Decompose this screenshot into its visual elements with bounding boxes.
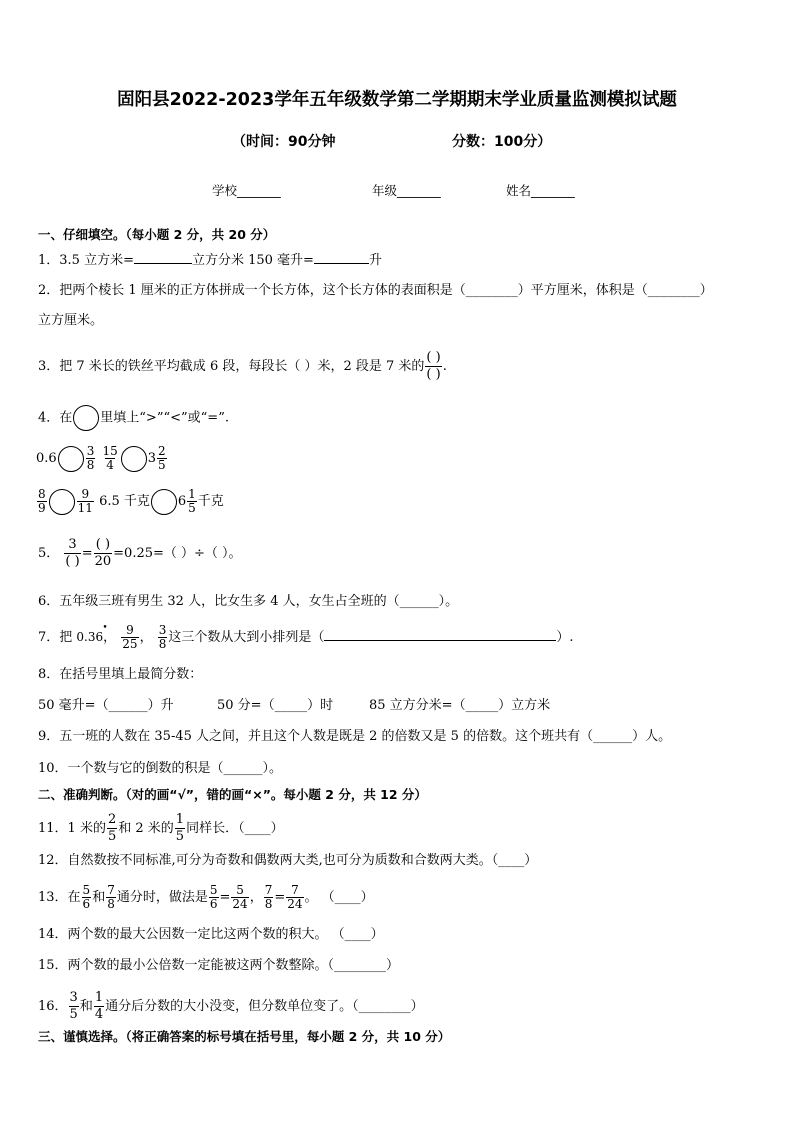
question-5: 5． $\frac{3}{( )}$ = $\frac{( )}{20}$ =0.25=（ ）÷（ ）。 [38,537,242,569]
fraction: $\frac{5}{6}$ [209,883,218,911]
fraction-blank[interactable]: $\frac{( )}{20}$ [94,537,112,569]
fraction: $\frac{7}{8}$ [264,883,273,911]
fraction: $\frac{9}{25}$ [122,623,138,651]
fraction: $\frac{7}{8}$ [107,883,115,911]
question-13: 13．在 $\frac{5}{6}$ 和 $\frac{7}{8}$ 通分时，做法是 $\frac{5}{6}$ = $\frac{5}{24}$ ， $\frac{7}{8}$ = $\frac{7}{24}$ 。 （____） [38,883,374,911]
answer-blank[interactable] [314,250,369,264]
question-2-line1: 2．把两个棱长 1 厘米的正方体拼成一个长方体，这个长方体的表面积是（________）平方厘米，体积是（________） [38,283,713,298]
compare-circle[interactable] [73,405,99,431]
question-8c: 85 立方分米=（_____）立方米 [369,698,551,713]
section2-heading: 二、准确判断。（对的画“√”，错的画“×”。每小题 2 分，共 12 分） [38,787,427,802]
question-14: 14．两个数的最大公因数一定比这两个数的积大。 （____） [38,927,384,942]
grade-field[interactable]: 年级_______ [372,183,441,198]
fraction-blank[interactable]: $\frac{( )}{( )}$ [426,350,441,382]
exam-score: 分数：100分） [452,134,552,150]
exam-title: 固阳县2022-2023学年五年级数学第二学期期末学业质量监测模拟试题 [117,90,677,110]
fraction: $\frac{1}{4}$ [94,990,104,1022]
question-2-line2: 立方厘米。 [38,313,104,328]
compare-circle[interactable] [58,446,84,472]
question-4-row2: $\frac{8}{9}$ $\frac{9}{11}$ 6.5 千克 6 $\frac{1}{5}$ 千克 [38,487,224,515]
fraction: $\frac{1}{5}$ [188,487,196,515]
question-16: 16． $\frac{3}{5}$ 和 $\frac{1}{4}$ 通分后分数的大小没变，但分数单位变了。（________） [38,990,424,1022]
exam-time: （时间：90分钟 [232,134,336,150]
section1-heading: 一、仔细填空。（每小题 2 分，共 20 分） [38,227,276,242]
compare-circle[interactable] [121,446,147,472]
question-8a: 50 毫升=（______）升 [38,698,174,713]
question-8b: 50 分=（_____）时 [217,698,334,713]
question-6: 6．五年级三班有男生 32 人，比女生多 4 人，女生占全班的（______）。 [38,594,459,609]
fraction: $\frac{8}{9}$ [38,487,46,515]
question-4-row1: 0.6 $\frac{3}{8}$ $\frac{15}{4}$ 3 $\frac{2}{5}$ [36,444,166,472]
question-4: 4．在 里填上“>”“<”或“=”. [38,405,229,431]
name-field[interactable]: 姓名_______ [506,183,575,198]
question-7: 7．把 0.36 • ， $\frac{9}{25}$ ， $\frac{3}{8}$ 这三个数从大到小排列是（ ）. [38,623,574,651]
question-8: 8．在括号里填上最简分数： [38,667,203,682]
compare-circle[interactable] [151,489,177,515]
fraction: $\frac{2}{5}$ [158,444,166,472]
fraction: $\frac{1}{5}$ [175,812,185,844]
compare-circle[interactable] [49,489,75,515]
question-9: 9．五一班的人数在 35-45 人之间，并且这个人数是既是 2 的倍数又是 5 的倍数。这个班共有（______）人。 [38,729,672,744]
fraction: $\frac{9}{11}$ [77,487,93,515]
fraction: $\frac{3}{8}$ [86,444,95,472]
fraction: $\frac{3}{8}$ [158,623,167,651]
fraction: $\frac{5}{24}$ [232,883,248,911]
answer-blank[interactable] [134,250,192,264]
answer-blank[interactable] [324,627,556,641]
school-field[interactable]: 学校_______ [212,183,281,198]
section3-heading: 三、谨慎选择。（将正确答案的标号填在括号里，每小题 2 分，共 10 分） [38,1029,451,1044]
question-1: 1．3.5 立方米= 立方分米 150 毫升= 升 [38,250,382,270]
fraction: $\frac{7}{24}$ [287,883,303,911]
fraction-blank[interactable]: $\frac{3}{( )}$ [65,537,80,569]
fraction: $\frac{15}{4}$ [102,444,118,472]
fraction: $\frac{5}{6}$ [82,883,91,911]
question-15: 15．两个数的最小公倍数一定能被这两个数整除。（________） [38,958,400,973]
question-3: 3．把 7 米长的铁丝平均截成 6 段，每段长（ ）米，2 段是 7 米的 $\frac{( )}{( )}$ . [38,350,447,382]
question-11: 11．1 米的 $\frac{2}{5}$ 和 2 米的 $\frac{1}{5}$ 同样长．（____） [38,812,284,844]
question-10: 10．一个数与它的倒数的积是（______）。 [38,761,283,776]
question-12: 12．自然数按不同标准,可分为奇数和偶数两大类,也可分为质数和合数两大类。（____） [38,853,538,868]
fraction: $\frac{2}{5}$ [107,812,117,844]
fraction: $\frac{3}{5}$ [69,990,78,1022]
